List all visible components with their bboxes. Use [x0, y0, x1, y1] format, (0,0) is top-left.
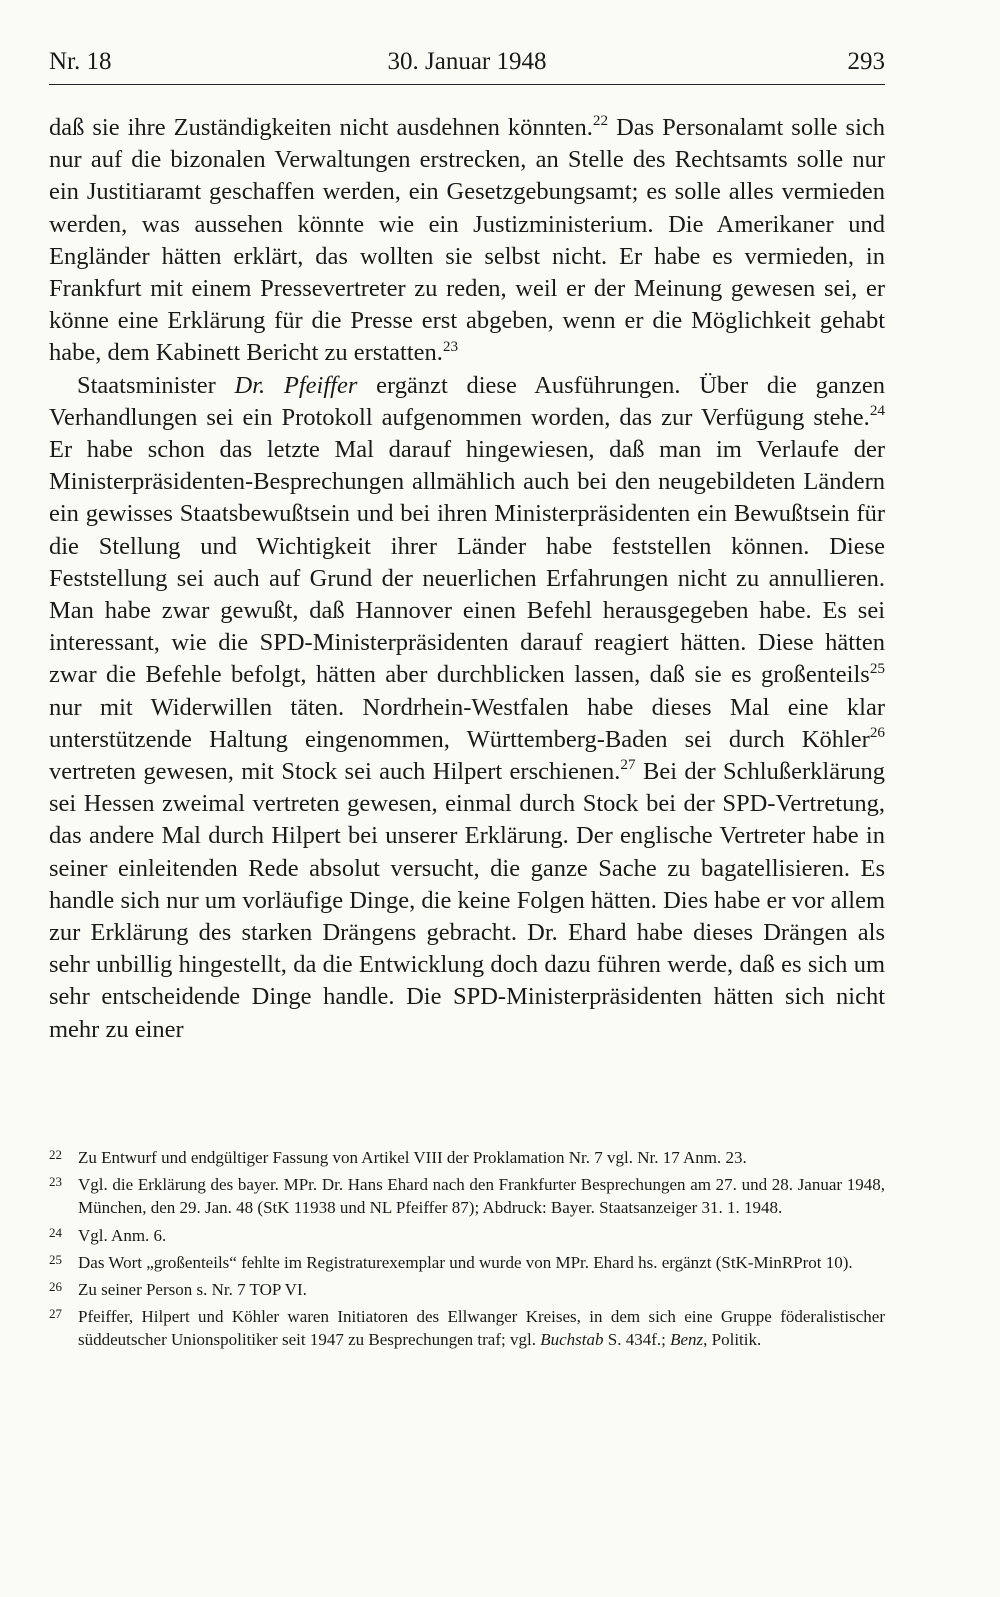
- running-header: [49, 44, 885, 84]
- footnote-number: 23: [49, 1174, 62, 1190]
- paragraph-text: Bei der Schlußerklärung sei Hessen zweimal vertreten gewesen, einmal durch Stock bei der SPD-Vertretung, das andere Mal durch Hilpert bei unserer Erklärung. Der englische Vertreter habe in seiner einleitenden Rede absolut versucht, die ganze Sache zu bagatellisieren. Es handle sich nur um vorläufige Dinge, die keine Folgen hätten. Dies habe er vor allem zur Erklärung des starken Drängens gebracht. Dr. Ehard habe dieses Drängen als sehr unbillig hingestellt, da die Entwicklung doch dazu führen werde, daß es sich um sehr entscheidende Dinge handle. Die SPD-Ministerpräsidenten hätten sich nicht mehr zu einer: [49, 758, 885, 1043]
- paragraph-1: [49, 112, 885, 370]
- footnote-text: Zu Entwurf und endgültiger Fassung von Artikel VIII der Proklamation Nr. 7 vgl. Nr. 17 Anm. 23.: [78, 1148, 747, 1167]
- footnote-ref: 25: [869, 659, 885, 677]
- header-date: 30. Januar 1948: [387, 48, 547, 75]
- footnote: [49, 1146, 885, 1169]
- paragraph-text: daß sie ihre Zuständigkeiten nicht ausdehnen könnten.: [49, 114, 593, 141]
- header-rule: [49, 84, 885, 85]
- speaker-name: Dr. Pfeiffer: [234, 371, 358, 399]
- footnotes: [49, 1146, 885, 1356]
- footnote-number: 25: [49, 1251, 62, 1267]
- paragraph-2: [49, 370, 885, 1046]
- body-text: [49, 112, 885, 1046]
- footnote: [49, 1305, 885, 1351]
- paragraph-text: Er habe schon das letzte Mal darauf hingewiesen, daß man im Verlaufe der Ministerpräsidenten-Besprechungen allmählich auch bei den neugebildeten Ländern ein gewisses Staatsbewußtsein und bei ihren Ministerpräsidenten ein Bewußtsein für die Stellung und Wichtigkeit ihrer Länder habe feststellen können. Diese Feststellung sei auch auf Grund der neuerlichen Erfahrungen nicht zu annullieren. Man habe zwar gewußt, daß Hannover einen Befehl herausgegeben habe. Es sei interessant, wie die SPD-Ministerpräsidenten darauf reagiert hätten. Diese hätten zwar die Befehle befolgt, hätten aber durchblicken lassen, daß sie es großenteils: [49, 436, 885, 689]
- footnote-text: Vgl. die Erklärung des bayer. MPr. Dr. Hans Ehard nach den Frankfurter Besprechungen am 27. und 28. Januar 1948, München, den 29. Jan. 48 (StK 11938 und NL Pfeiffer 87); Abdruck: Bayer. Staatsanzeiger 31. 1. 1948.: [78, 1175, 885, 1218]
- paragraph-text: Das Personalamt solle sich nur auf die bizonalen Verwaltungen erstrecken, an Stelle des Rechtsamts solle nur ein Justitiaramt geschaffen werden, ein Gesetzgebungsamt; es solle alles vermieden werden, was aussehen könnte wie ein Justizministerium. Die Amerikaner und Engländer hätten erklärt, das wollten sie selbst nicht. Er habe es vermieden, in Frankfurt mit einem Pressevertreter zu reden, weil er der Meinung gewesen sei, er könne eine Erklärung für die Presse erst abgeben, wenn er die Möglichkeit gehabt habe, dem Kabinett Bericht zu erstatten.: [49, 114, 886, 367]
- footnote-number: 26: [49, 1279, 62, 1295]
- footnote-ref: 27: [620, 756, 636, 774]
- footnote: [49, 1251, 885, 1274]
- footnote: [49, 1278, 885, 1301]
- footnote-text: Zu seiner Person s. Nr. 7 TOP VI.: [78, 1280, 307, 1300]
- citation-author: Buchstab: [540, 1330, 604, 1350]
- footnote-ref: 23: [442, 337, 459, 355]
- footnote-text: , Politik.: [703, 1330, 762, 1350]
- citation-author: Benz: [670, 1330, 704, 1350]
- issue-number: Nr. 18: [49, 48, 112, 75]
- paragraph-text: nur mit Widerwillen täten. Nordrhein-Westfalen habe dieses Mal eine klar unterstützende Haltung eingenommen, Württemberg-Baden sei durch Köhler: [49, 693, 885, 753]
- footnote-number: 24: [49, 1224, 62, 1240]
- footnote-number: 27: [49, 1306, 62, 1322]
- footnote-ref: 22: [592, 112, 609, 130]
- footnote: [49, 1173, 885, 1219]
- footnote-ref: 26: [869, 723, 885, 741]
- footnote-number: 22: [49, 1147, 62, 1162]
- footnote-text: S. 434f.;: [603, 1330, 671, 1350]
- footnote-text: Vgl. Anm. 6.: [78, 1225, 167, 1245]
- page-number: 293: [847, 48, 885, 75]
- footnote: [49, 1224, 885, 1247]
- footnote-text: Pfeiffer, Hilpert und Köhler waren Initiatoren des Ellwanger Kreises, in dem sich eine Gruppe föderalistischer süddeutscher Unionspolitiker seit 1947 zu Besprechungen traf; vgl.: [78, 1307, 885, 1350]
- paragraph-text: vertreten gewesen, mit Stock sei auch Hilpert erschienen.: [49, 758, 621, 786]
- footnote-text: Das Wort „großenteils“ fehlte im Registraturexemplar und wurde von MPr. Ehard hs. ergänzt (StK-MinRProt 10).: [78, 1252, 853, 1272]
- paragraph-text: Staatsminister: [77, 371, 235, 399]
- paragraph-text: ergänzt diese Ausführungen. Über die ganzen Verhandlungen sei ein Protokoll aufgenommen worden, das zur Verfügung stehe.: [49, 371, 885, 431]
- footnote-ref: 24: [869, 401, 885, 419]
